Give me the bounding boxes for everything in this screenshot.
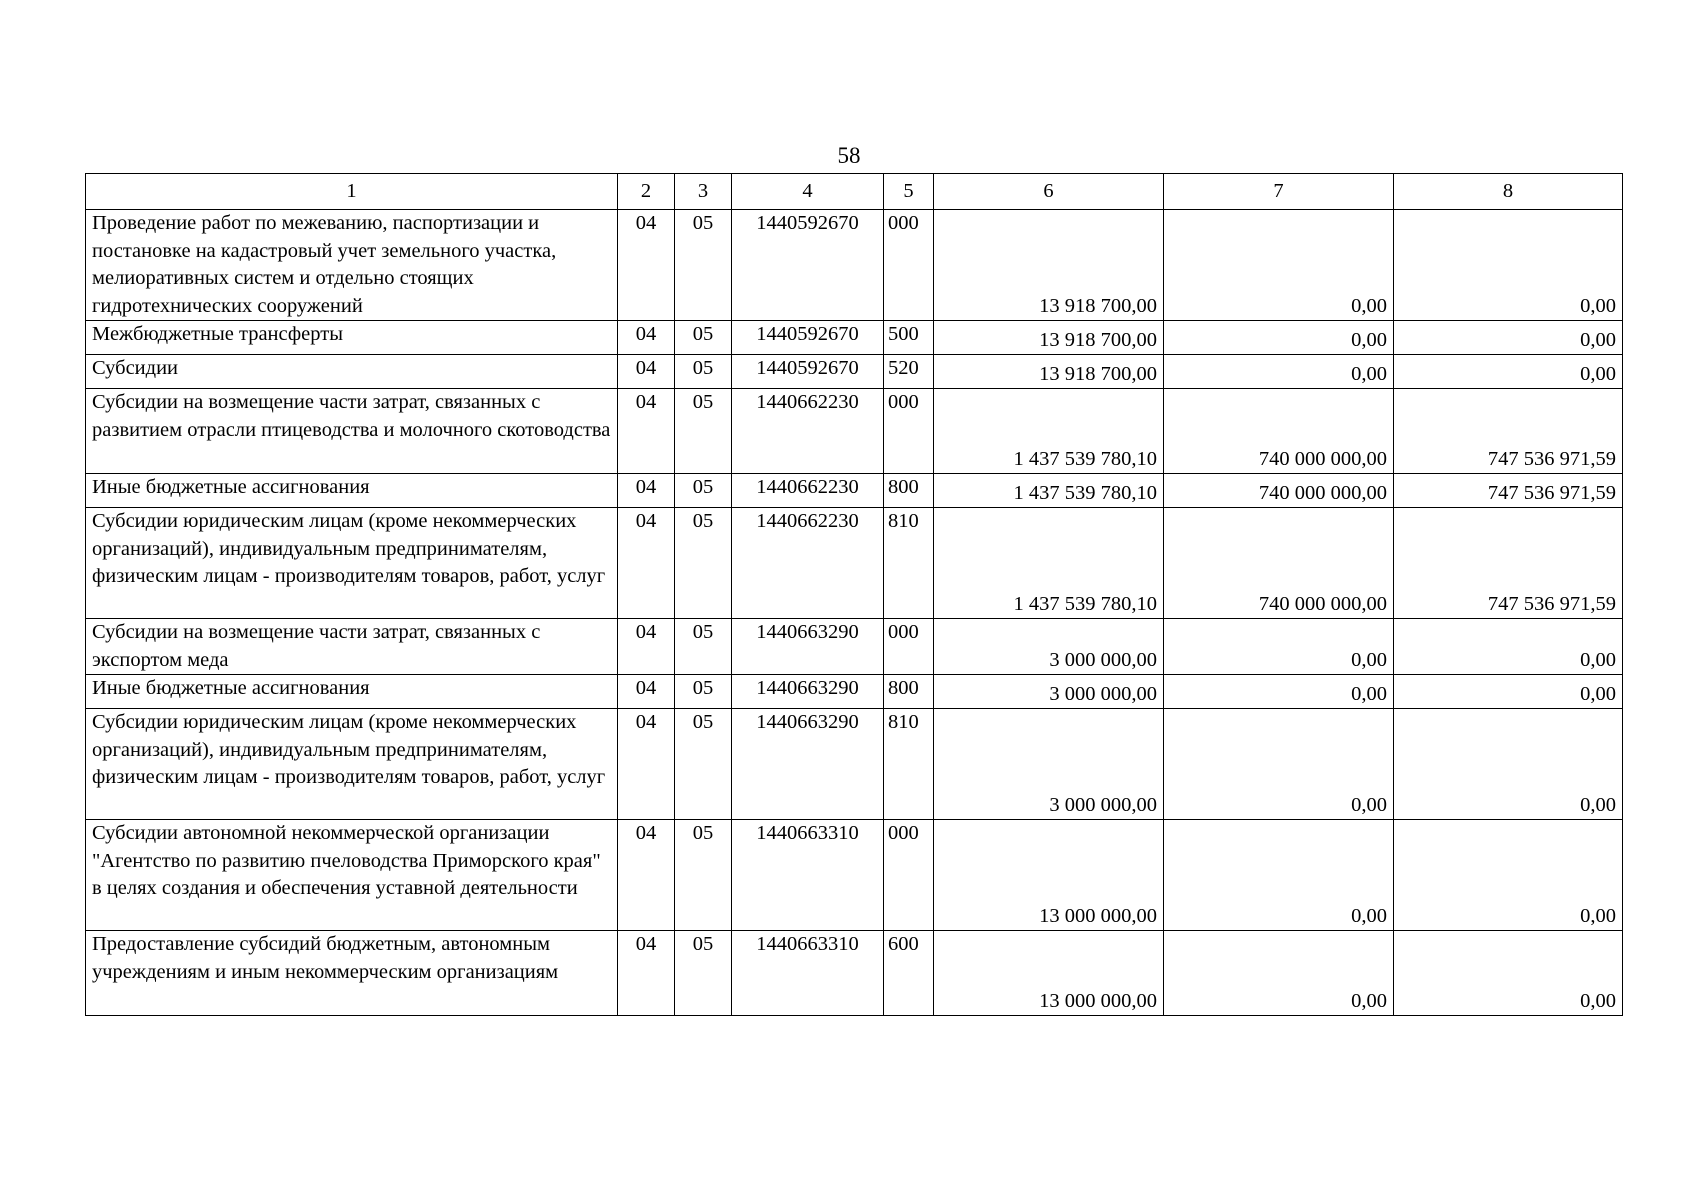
- cell-c6: 1 437 539 780,10: [934, 508, 1164, 619]
- table-row: [86, 474, 1623, 508]
- cell-c5: 500: [884, 321, 934, 355]
- cell-c8: 747 536 971,59: [1394, 474, 1623, 508]
- cell-c5: 800: [884, 474, 934, 508]
- table-row: [86, 709, 1623, 820]
- column-header: 2: [618, 174, 675, 210]
- cell-c5: 000: [884, 820, 934, 931]
- cell-c6: 1 437 539 780,10: [934, 389, 1164, 474]
- row-name: Субсидии на возмещение части затрат, связанных с развитием отрасли птицеводства и молочного скотоводства: [86, 389, 618, 474]
- cell-c8: 747 536 971,59: [1394, 508, 1623, 619]
- cell-c7: 740 000 000,00: [1164, 389, 1394, 474]
- cell-c8: 0,00: [1394, 931, 1623, 1016]
- cell-c2: 04: [618, 355, 675, 389]
- cell-c2: 04: [618, 474, 675, 508]
- cell-c2: 04: [618, 321, 675, 355]
- header-row: [86, 174, 1623, 210]
- cell-c7: 0,00: [1164, 820, 1394, 931]
- cell-c2: 04: [618, 820, 675, 931]
- cell-c2: 04: [618, 619, 675, 675]
- column-header: 1: [86, 174, 618, 210]
- cell-c4: 1440592670: [732, 210, 884, 321]
- cell-c3: 05: [675, 508, 732, 619]
- row-name: Предоставление субсидий бюджетным, автономным учреждениям и иным некоммерческим организациям: [86, 931, 618, 1016]
- cell-c8: 0,00: [1394, 619, 1623, 675]
- cell-c3: 05: [675, 675, 732, 709]
- table-row: [86, 931, 1623, 1016]
- column-header: 7: [1164, 174, 1394, 210]
- cell-c3: 05: [675, 210, 732, 321]
- row-name: Субсидии: [86, 355, 618, 389]
- cell-c6: 13 918 700,00: [934, 355, 1164, 389]
- cell-c7: 0,00: [1164, 210, 1394, 321]
- budget-table: [85, 173, 1623, 1016]
- cell-c7: 0,00: [1164, 619, 1394, 675]
- cell-c7: 0,00: [1164, 675, 1394, 709]
- cell-c8: 0,00: [1394, 210, 1623, 321]
- cell-c4: 1440663310: [732, 931, 884, 1016]
- column-header: 8: [1394, 174, 1623, 210]
- cell-c6: 13 918 700,00: [934, 210, 1164, 321]
- column-header: 3: [675, 174, 732, 210]
- table-row: [86, 389, 1623, 474]
- column-header: 5: [884, 174, 934, 210]
- table-row: [86, 508, 1623, 619]
- table-row: [86, 355, 1623, 389]
- cell-c4: 1440663290: [732, 619, 884, 675]
- table-row: [86, 321, 1623, 355]
- cell-c3: 05: [675, 619, 732, 675]
- cell-c6: 13 000 000,00: [934, 931, 1164, 1016]
- cell-c5: 000: [884, 210, 934, 321]
- cell-c6: 3 000 000,00: [934, 709, 1164, 820]
- row-name: Иные бюджетные ассигнования: [86, 675, 618, 709]
- cell-c5: 000: [884, 389, 934, 474]
- cell-c5: 810: [884, 709, 934, 820]
- cell-c2: 04: [618, 709, 675, 820]
- cell-c6: 1 437 539 780,10: [934, 474, 1164, 508]
- row-name: Субсидии юридическим лицам (кроме некоммерческих организаций), индивидуальным предпринимателям, физическим лицам - производителям товаров, работ, услуг: [86, 508, 618, 619]
- cell-c7: 740 000 000,00: [1164, 474, 1394, 508]
- cell-c2: 04: [618, 508, 675, 619]
- cell-c5: 810: [884, 508, 934, 619]
- cell-c8: 0,00: [1394, 321, 1623, 355]
- table-row: [86, 210, 1623, 321]
- cell-c4: 1440592670: [732, 355, 884, 389]
- cell-c6: 3 000 000,00: [934, 675, 1164, 709]
- cell-c8: 0,00: [1394, 355, 1623, 389]
- cell-c4: 1440663290: [732, 709, 884, 820]
- cell-c8: 0,00: [1394, 709, 1623, 820]
- cell-c2: 04: [618, 931, 675, 1016]
- row-name: Субсидии на возмещение части затрат, связанных с экспортом меда: [86, 619, 618, 675]
- cell-c5: 600: [884, 931, 934, 1016]
- cell-c5: 800: [884, 675, 934, 709]
- page-number: 58: [837, 143, 861, 168]
- cell-c8: 0,00: [1394, 820, 1623, 931]
- cell-c3: 05: [675, 820, 732, 931]
- cell-c7: 0,00: [1164, 709, 1394, 820]
- cell-c6: 13 000 000,00: [934, 820, 1164, 931]
- cell-c3: 05: [675, 389, 732, 474]
- cell-c4: 1440663290: [732, 675, 884, 709]
- cell-c3: 05: [675, 709, 732, 820]
- cell-c3: 05: [675, 355, 732, 389]
- row-name: Субсидии юридическим лицам (кроме некоммерческих организаций), индивидуальным предпринимателям, физическим лицам - производителям товаров, работ, услуг: [86, 709, 618, 820]
- cell-c6: 3 000 000,00: [934, 619, 1164, 675]
- column-header: 4: [732, 174, 884, 210]
- cell-c3: 05: [675, 474, 732, 508]
- cell-c5: 520: [884, 355, 934, 389]
- cell-c4: 1440663310: [732, 820, 884, 931]
- row-name: Субсидии автономной некоммерческой организации "Агентство по развитию пчеловодства Приморского края" в целях создания и обеспечения уставной деятельности: [86, 820, 618, 931]
- table-row: [86, 820, 1623, 931]
- cell-c4: 1440662230: [732, 508, 884, 619]
- cell-c5: 000: [884, 619, 934, 675]
- cell-c8: 0,00: [1394, 675, 1623, 709]
- cell-c7: 0,00: [1164, 321, 1394, 355]
- cell-c2: 04: [618, 210, 675, 321]
- table-row: [86, 619, 1623, 675]
- row-name: Проведение работ по межеванию, паспортизации и постановке на кадастровый учет земельного участка, мелиоративных систем и отдельно стоящих гидротехнических сооружений: [86, 210, 618, 321]
- cell-c4: 1440662230: [732, 389, 884, 474]
- cell-c8: 747 536 971,59: [1394, 389, 1623, 474]
- cell-c2: 04: [618, 675, 675, 709]
- cell-c7: 740 000 000,00: [1164, 508, 1394, 619]
- cell-c3: 05: [675, 321, 732, 355]
- row-name: Иные бюджетные ассигнования: [86, 474, 618, 508]
- cell-c6: 13 918 700,00: [934, 321, 1164, 355]
- cell-c3: 05: [675, 931, 732, 1016]
- cell-c4: 1440592670: [732, 321, 884, 355]
- row-name: Межбюджетные трансферты: [86, 321, 618, 355]
- table-row: [86, 675, 1623, 709]
- cell-c7: 0,00: [1164, 931, 1394, 1016]
- cell-c2: 04: [618, 389, 675, 474]
- cell-c7: 0,00: [1164, 355, 1394, 389]
- column-header: 6: [934, 174, 1164, 210]
- cell-c4: 1440662230: [732, 474, 884, 508]
